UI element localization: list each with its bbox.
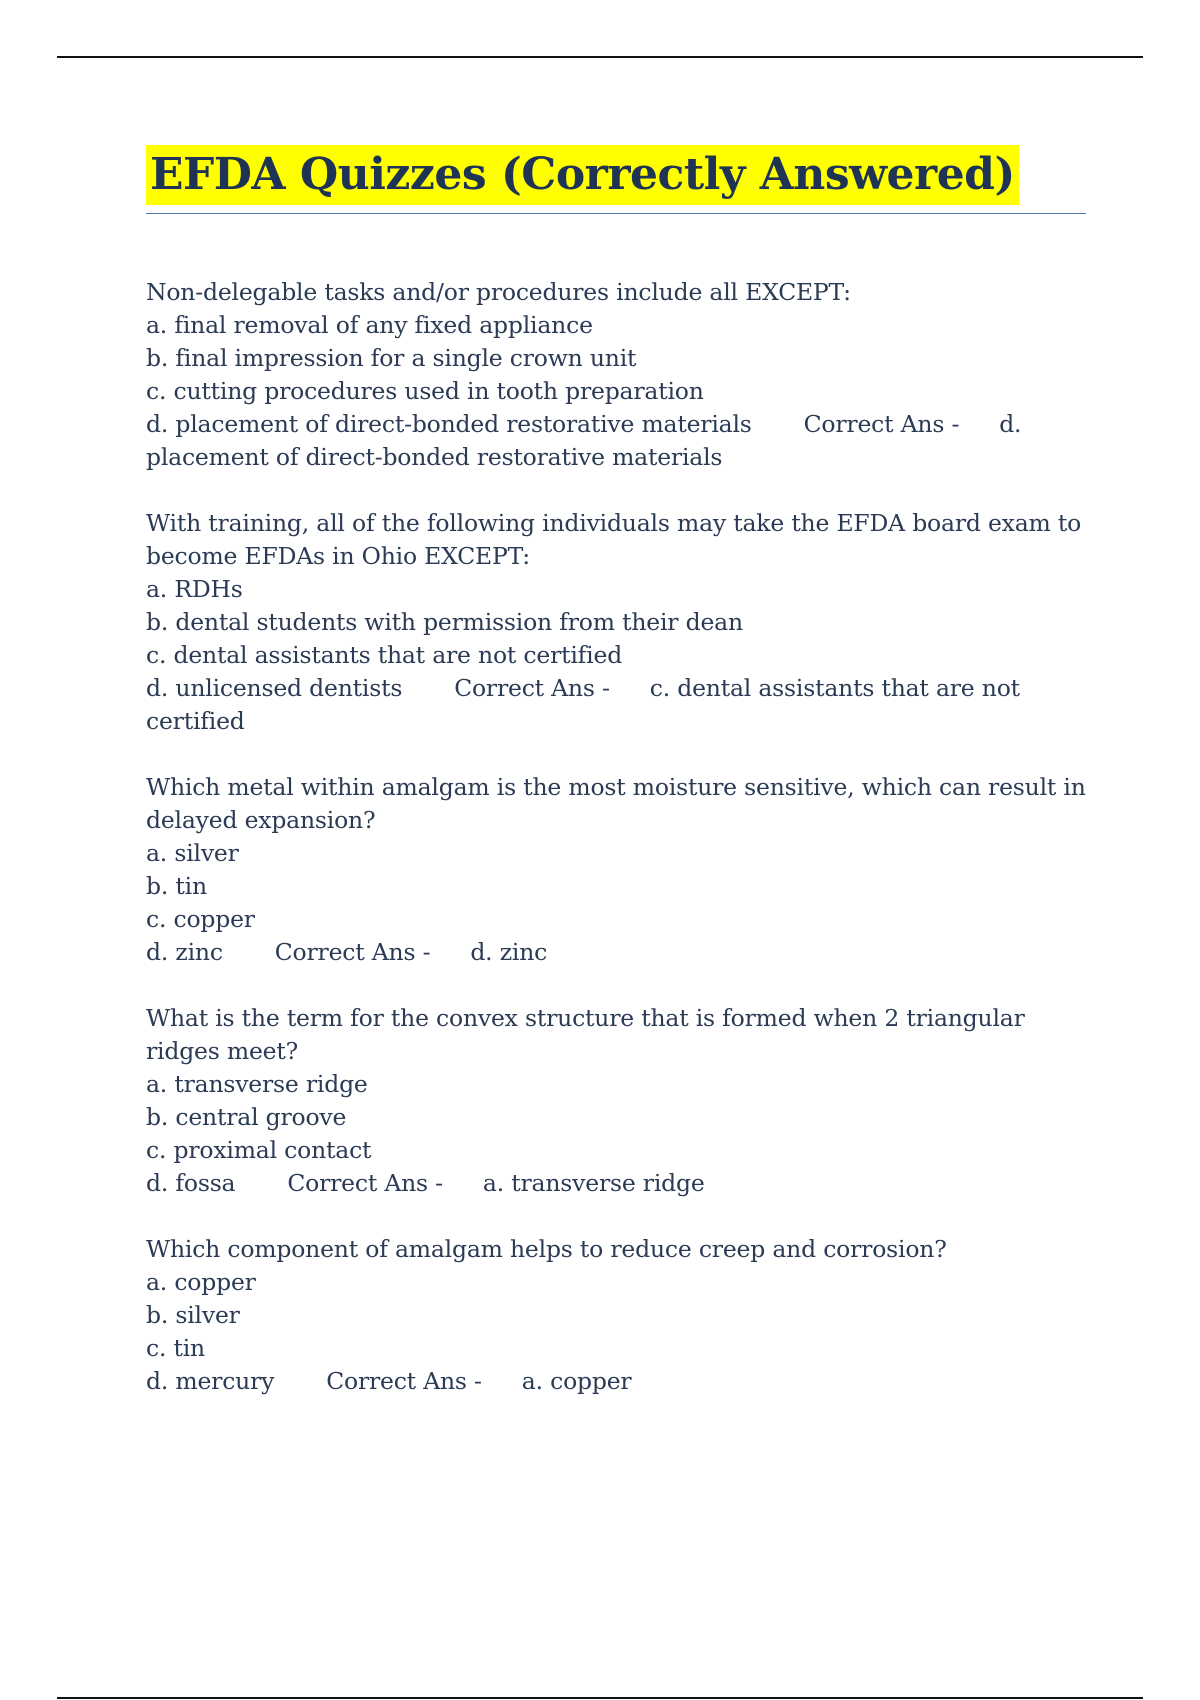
option-b: b. dental students with permission from their dean bbox=[146, 608, 743, 636]
option-b: b. silver bbox=[146, 1301, 240, 1329]
correct-answer-label: Correct Ans - bbox=[454, 674, 610, 702]
option-d: d. unlicensed dentists bbox=[146, 674, 403, 702]
correct-answer-label: Correct Ans - bbox=[326, 1367, 482, 1395]
option-c: c. cutting procedures used in tooth preparation bbox=[146, 377, 704, 405]
question-2 bbox=[146, 507, 1086, 738]
question-prompt: Non-delegable tasks and/or procedures include all EXCEPT: bbox=[146, 278, 851, 306]
option-a: a. RDHs bbox=[146, 575, 243, 603]
page-top-rule bbox=[57, 56, 1143, 58]
option-b: b. final impression for a single crown unit bbox=[146, 344, 637, 372]
option-b: b. central groove bbox=[146, 1103, 347, 1131]
option-d: d. zinc bbox=[146, 938, 223, 966]
correct-answer: d. placement of direct-bonded restorative materials bbox=[146, 410, 1022, 471]
option-a: a. transverse ridge bbox=[146, 1070, 368, 1098]
option-d: d. fossa bbox=[146, 1169, 236, 1197]
correct-answer-label: Correct Ans - bbox=[287, 1169, 443, 1197]
page-bottom-rule bbox=[57, 1697, 1143, 1699]
option-a: a. copper bbox=[146, 1268, 256, 1296]
correct-answer: c. dental assistants that are not certified bbox=[146, 674, 1020, 735]
document-title: EFDA Quizzes (Correctly Answered) bbox=[146, 145, 1019, 205]
question-prompt: Which metal within amalgam is the most moisture sensitive, which can result in delayed expansion? bbox=[146, 773, 1086, 834]
option-d: d. mercury bbox=[146, 1367, 275, 1395]
question-1 bbox=[146, 276, 1086, 474]
option-b: b. tin bbox=[146, 872, 207, 900]
option-a: a. final removal of any fixed appliance bbox=[146, 311, 593, 339]
title-block bbox=[146, 145, 1086, 214]
question-prompt: Which component of amalgam helps to reduce creep and corrosion? bbox=[146, 1235, 947, 1263]
question-5 bbox=[146, 1233, 1086, 1398]
correct-answer: a. transverse ridge bbox=[482, 1169, 705, 1197]
question-prompt: With training, all of the following individuals may take the EFDA board exam to become EFDAs in Ohio EXCEPT: bbox=[146, 509, 1082, 570]
option-c: c. dental assistants that are not certified bbox=[146, 641, 623, 669]
document-body bbox=[146, 145, 1086, 1431]
option-d: d. placement of direct-bonded restorative materials bbox=[146, 410, 752, 438]
question-4 bbox=[146, 1002, 1086, 1200]
correct-answer: d. zinc bbox=[470, 938, 548, 966]
correct-answer: a. copper bbox=[521, 1367, 632, 1395]
option-c: c. copper bbox=[146, 905, 255, 933]
correct-answer-label: Correct Ans - bbox=[274, 938, 431, 966]
question-prompt: What is the term for the convex structure that is formed when 2 triangular ridges meet? bbox=[146, 1004, 1025, 1065]
option-c: c. proximal contact bbox=[146, 1136, 372, 1164]
question-3 bbox=[146, 771, 1086, 969]
option-a: a. silver bbox=[146, 839, 239, 867]
option-c: c. tin bbox=[146, 1334, 205, 1362]
correct-answer-label: Correct Ans - bbox=[803, 410, 960, 438]
